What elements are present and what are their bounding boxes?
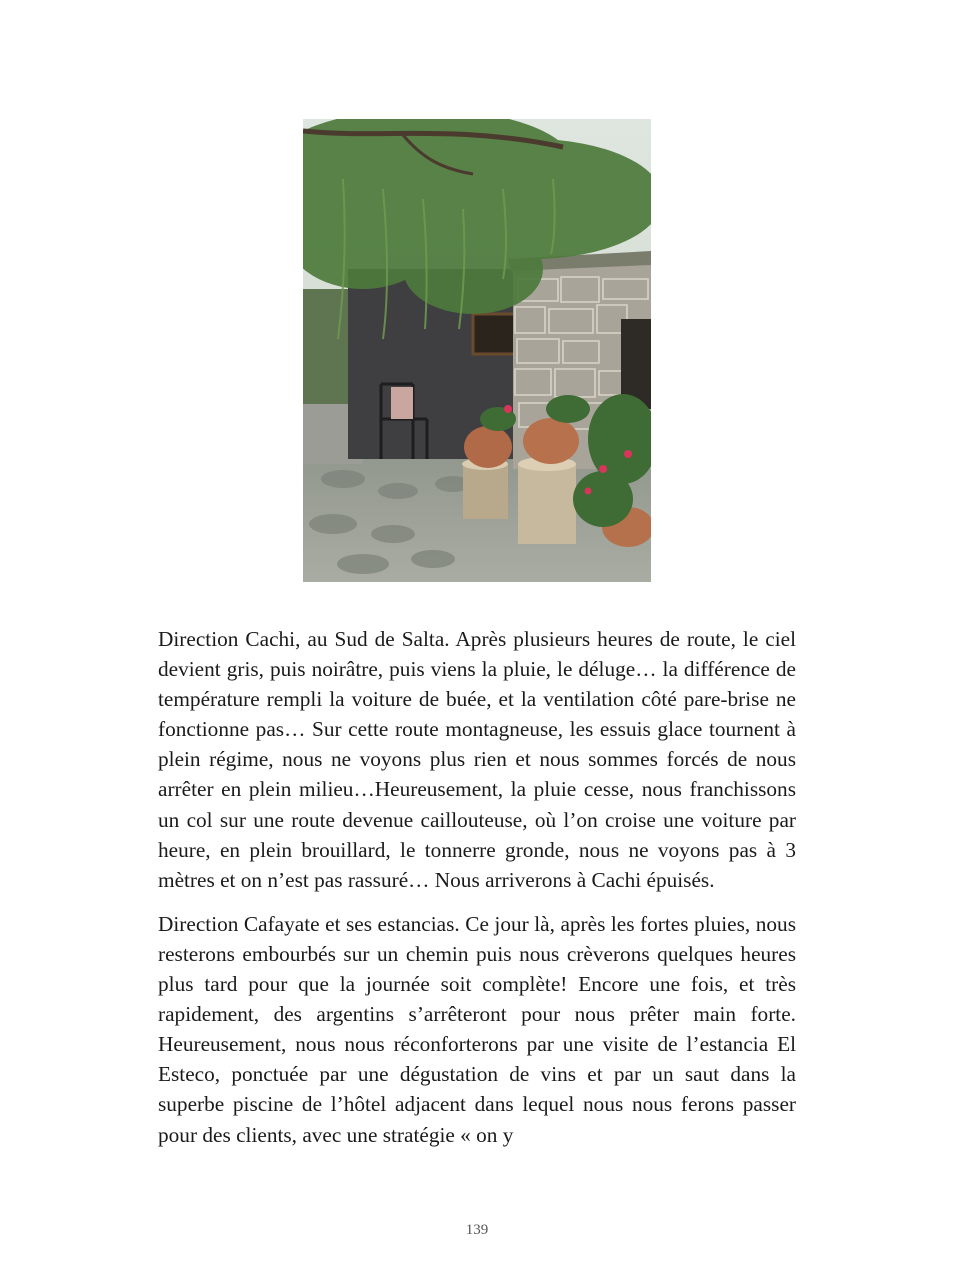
- paragraph-cachi: Direction Cachi, au Sud de Salta. Après plusieurs heures de route, le ciel devient gris, puis noirâtre, puis viens la pluie, le déluge… la différence de température rempli la voiture de buée, et la ventilation côté pare-brise ne fonctionne pas… Sur cette route montagneuse, les essuis glace tournent à plein régime, nous ne voyons plus rien et nous sommes forcés de nous arrêter en plein milieu…Heureusement, la pluie cesse, nous franchissons un col sur une route devenue caillouteuse, où l’on croise une voiture par heure, en plein brouillard, le tonnerre gronde, nous ne voyons pas à 3 mètres et on n’est pas rassuré… Nous arriverons à Cachi épuisés.: [158, 627, 796, 892]
- page-number: 139: [465, 1222, 489, 1238]
- paragraph-cafayate: Direction Cafayate et ses estancias. Ce jour là, après les fortes pluies, nous resterons embourbés sur un chemin puis nous crèverons quelques heures plus tard pour que la journée soit complète! Encore une fois, et très rapidement, des argentins s’arrêteront pour nous prêter main forte. Heureusement, nous nous réconforterons par une visite de l’estancia El Esteco, ponctuée par une dégustation de vins et par un saut dans la superbe piscine de l’hôtel adjacent dans lequel nous nous ferons passer pour des clients, avec une stratégie « on y: [158, 911, 796, 1147]
- body-text: [158, 624, 796, 1164]
- photo-stone-house-garden: [303, 119, 651, 582]
